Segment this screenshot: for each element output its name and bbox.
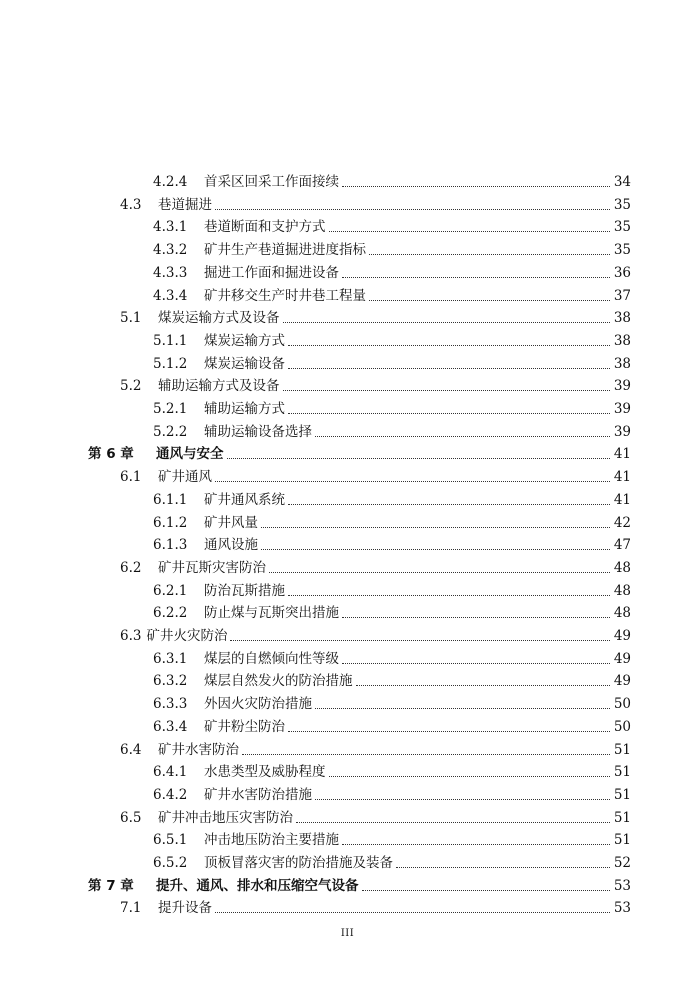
toc-entry-title: 顶板冒落灾害的防治措施及装备 (204, 855, 393, 871)
toc-entry-title: 矿井水害防治措施 (204, 786, 312, 803)
toc-entry-number: 6.5 (120, 809, 142, 826)
toc-entry-title: 煤炭运输方式及设备 (158, 310, 280, 327)
dot-leader (315, 798, 610, 800)
toc-entry-number: 6.3.1 (153, 650, 188, 667)
dot-leader (342, 276, 610, 278)
toc-entry-number: 5.2 (120, 378, 142, 395)
dot-leader (329, 230, 610, 232)
toc-entry[interactable] (153, 396, 631, 418)
toc-entry[interactable] (153, 283, 631, 305)
toc-entry[interactable] (153, 714, 631, 736)
toc-entry-number: 7.1 (120, 900, 142, 917)
toc-entry[interactable] (153, 351, 631, 373)
dot-leader (362, 889, 610, 891)
toc-entry-number: 6.2 (120, 559, 142, 576)
toc-entry[interactable] (153, 578, 631, 600)
toc-entry[interactable] (120, 737, 631, 759)
toc-entry-number: 4.3.2 (153, 242, 188, 259)
toc-entry-number: 4.3.3 (153, 264, 188, 281)
toc-entry[interactable] (120, 895, 631, 917)
dot-leader (342, 616, 610, 618)
toc-entry-title: 煤层的自燃倾向性等级 (204, 650, 339, 667)
toc-entry-number: 6.2.2 (153, 605, 188, 622)
toc-entry-page: 51 (613, 832, 631, 849)
toc-entry-title: 辅助运输方式及设备 (158, 378, 280, 395)
dot-leader (283, 389, 610, 391)
toc-entry-page: 41 (613, 491, 631, 508)
toc-entry-number: 6.3.3 (153, 696, 188, 713)
toc-entry-number: 6.1 (120, 469, 142, 486)
page-number-footer: III (340, 928, 355, 939)
toc-entry-page: 34 (613, 174, 631, 190)
toc-entry-page: 38 (613, 310, 631, 327)
dot-leader (215, 208, 610, 210)
toc-entry[interactable] (120, 192, 631, 214)
toc-entry-page: 38 (613, 332, 631, 349)
toc-entry[interactable] (153, 487, 631, 509)
toc-entry-number: 5.1 (120, 310, 142, 327)
toc-entry-page: 38 (613, 355, 631, 372)
toc-entry[interactable] (120, 305, 631, 327)
toc-entry[interactable] (120, 373, 631, 395)
toc-entry-title: 外因火灾防治措施 (204, 696, 312, 713)
toc-entry-title: 矿井水害防治 (158, 741, 239, 758)
toc-entry-page: 35 (613, 242, 631, 259)
toc-entry-number: 第 6 章 (88, 446, 134, 463)
dot-leader (288, 503, 610, 505)
toc-entry[interactable] (120, 464, 631, 486)
toc-entry-number: 6.3 (120, 628, 142, 644)
toc-entry[interactable] (153, 759, 631, 781)
dot-leader (329, 775, 610, 777)
dot-leader (369, 299, 610, 301)
dot-leader (215, 911, 610, 913)
dot-leader (342, 662, 610, 664)
toc-entry-page: 39 (613, 423, 631, 440)
toc-entry[interactable] (88, 441, 631, 463)
toc-entry[interactable] (153, 782, 631, 804)
toc-entry-page: 42 (613, 514, 631, 531)
toc-entry-page: 35 (613, 196, 631, 213)
toc-entry-number: 4.3 (120, 196, 142, 213)
toc-entry-title: 矿井通风 (158, 469, 212, 486)
toc-entry[interactable] (153, 169, 631, 191)
toc-entry-number: 6.4.2 (153, 786, 188, 803)
toc-entry-title: 煤炭运输方式 (204, 332, 285, 349)
toc-entry-title: 巷道掘进 (158, 196, 212, 213)
toc-entry[interactable] (153, 532, 631, 554)
toc-entry[interactable] (120, 623, 631, 645)
toc-entry-number: 6.5.1 (153, 832, 188, 849)
toc-entry-title: 巷道断面和支护方式 (204, 219, 326, 236)
toc-entry-title: 首采区回采工作面接续 (204, 174, 339, 190)
toc-entry-page: 48 (613, 582, 631, 599)
toc-entry-number: 6.4.1 (153, 764, 188, 781)
toc-entry-page: 48 (613, 559, 631, 576)
dot-leader (269, 571, 610, 573)
toc-entry-number: 6.1.1 (153, 491, 188, 508)
dot-leader (230, 639, 609, 641)
toc-entry[interactable] (153, 850, 631, 872)
dot-leader (296, 821, 610, 823)
toc-entry-page: 41 (613, 469, 631, 486)
toc-entry[interactable] (153, 691, 631, 713)
toc-entry-title: 矿井移交生产时井巷工程量 (204, 287, 366, 304)
dot-leader (369, 253, 610, 255)
toc-entry-title: 水患类型及威胁程度 (204, 764, 326, 781)
toc-entry-number: 6.1.2 (153, 514, 188, 531)
dot-leader (288, 594, 610, 596)
toc-entry-number: 6.3.4 (153, 718, 188, 735)
toc-entry-title: 通风设施 (204, 537, 258, 554)
toc-entry-page: 49 (613, 673, 631, 690)
toc-entry-number: 6.1.3 (153, 537, 188, 554)
dot-leader (261, 548, 610, 550)
toc-entry-page: 53 (613, 877, 631, 894)
toc-entry[interactable] (153, 214, 631, 236)
toc-entry-page: 49 (613, 650, 631, 667)
toc-entry-page: 39 (613, 378, 631, 395)
dot-leader (315, 707, 610, 709)
toc-entry-page: 51 (613, 764, 631, 781)
toc-entry-title: 冲击地压防治主要措施 (204, 832, 339, 849)
toc-entry[interactable] (153, 827, 631, 849)
toc-entry[interactable] (120, 805, 631, 827)
toc-entry-page: 35 (613, 219, 631, 236)
toc-entry-number: 6.5.2 (153, 855, 188, 871)
toc-entry[interactable] (153, 600, 631, 622)
toc-entry-title: 矿井粉尘防治 (204, 718, 285, 735)
toc-entry-number: 5.1.1 (153, 332, 188, 349)
toc-entry[interactable] (120, 555, 631, 577)
toc-entry-title: 矿井通风系统 (204, 491, 285, 508)
dot-leader (283, 321, 610, 323)
toc-entry-page: 47 (613, 537, 631, 554)
toc-entry[interactable] (88, 873, 631, 895)
toc-entry-title: 掘进工作面和掘进设备 (204, 264, 339, 281)
toc-entry[interactable] (153, 328, 631, 350)
toc-entry-page: 51 (613, 809, 631, 826)
toc-entry-page: 50 (613, 696, 631, 713)
dot-leader (288, 730, 610, 732)
dot-leader (215, 480, 610, 482)
toc-entry-title: 通风与安全 (156, 446, 224, 463)
toc-entry-title: 矿井火灾防治 (146, 628, 228, 644)
toc-entry-number: 5.2.2 (153, 423, 188, 440)
toc-entry-title: 矿井瓦斯灾害防治 (158, 559, 266, 576)
toc-entry-page: 53 (613, 900, 631, 917)
toc-entry-page: 51 (613, 786, 631, 803)
toc-entry-title: 煤层自然发火的防治措施 (204, 673, 353, 690)
toc-entry-title: 提升、通风、排水和压缩空气设备 (156, 877, 359, 894)
toc-entry-page: 48 (613, 605, 631, 622)
toc-entry-title: 防治瓦斯措施 (204, 582, 285, 599)
dot-leader (342, 843, 610, 845)
toc-entry-page: 41 (613, 446, 631, 463)
toc-entry-number: 4.3.1 (153, 219, 188, 236)
toc-entry-page: 51 (613, 741, 631, 758)
toc-entry-number: 4.3.4 (153, 287, 188, 304)
toc-entry-number: 4.2.4 (153, 174, 188, 190)
toc-entry-title: 矿井冲击地压灾害防治 (158, 809, 293, 826)
dot-leader (315, 435, 610, 437)
toc-entry-title: 提升设备 (158, 900, 212, 917)
toc-entry[interactable] (153, 646, 631, 668)
toc-entry[interactable] (153, 419, 631, 441)
toc-entry-number: 6.4 (120, 741, 142, 758)
toc-entry[interactable] (153, 237, 631, 259)
dot-leader (227, 457, 610, 459)
toc-entry-title: 矿井风量 (204, 514, 258, 531)
toc-entry-title: 辅助运输方式 (204, 401, 285, 417)
dot-leader (242, 753, 610, 755)
toc-entry-number: 5.2.1 (153, 401, 188, 417)
toc-entry-page: 49 (613, 628, 631, 644)
toc-entry[interactable] (153, 260, 631, 282)
toc-entry-title: 防止煤与瓦斯突出措施 (204, 605, 339, 622)
toc-entry-page: 37 (613, 287, 631, 304)
toc-entry-number: 6.2.1 (153, 582, 188, 599)
toc-entry-title: 矿井生产巷道掘进进度指标 (204, 242, 366, 259)
toc-entry-number: 第 7 章 (88, 877, 134, 894)
toc-entry[interactable] (153, 510, 631, 532)
toc-entry-page: 36 (613, 264, 631, 281)
toc-entry-page: 50 (613, 718, 631, 735)
dot-leader (342, 185, 610, 187)
toc-entry-page: 39 (613, 401, 631, 417)
toc-entry-title: 辅助运输设备选择 (204, 423, 312, 440)
dot-leader (288, 344, 610, 346)
dot-leader (288, 412, 610, 414)
toc-entry-number: 5.1.2 (153, 355, 188, 372)
toc-entry-title: 煤炭运输设备 (204, 355, 285, 372)
toc-entry-page: 52 (613, 855, 631, 871)
toc-entry-number: 6.3.2 (153, 673, 188, 690)
dot-leader (288, 367, 610, 369)
dot-leader (261, 526, 610, 528)
dot-leader (396, 866, 610, 868)
toc-entry[interactable] (153, 668, 631, 690)
dot-leader (356, 684, 610, 686)
